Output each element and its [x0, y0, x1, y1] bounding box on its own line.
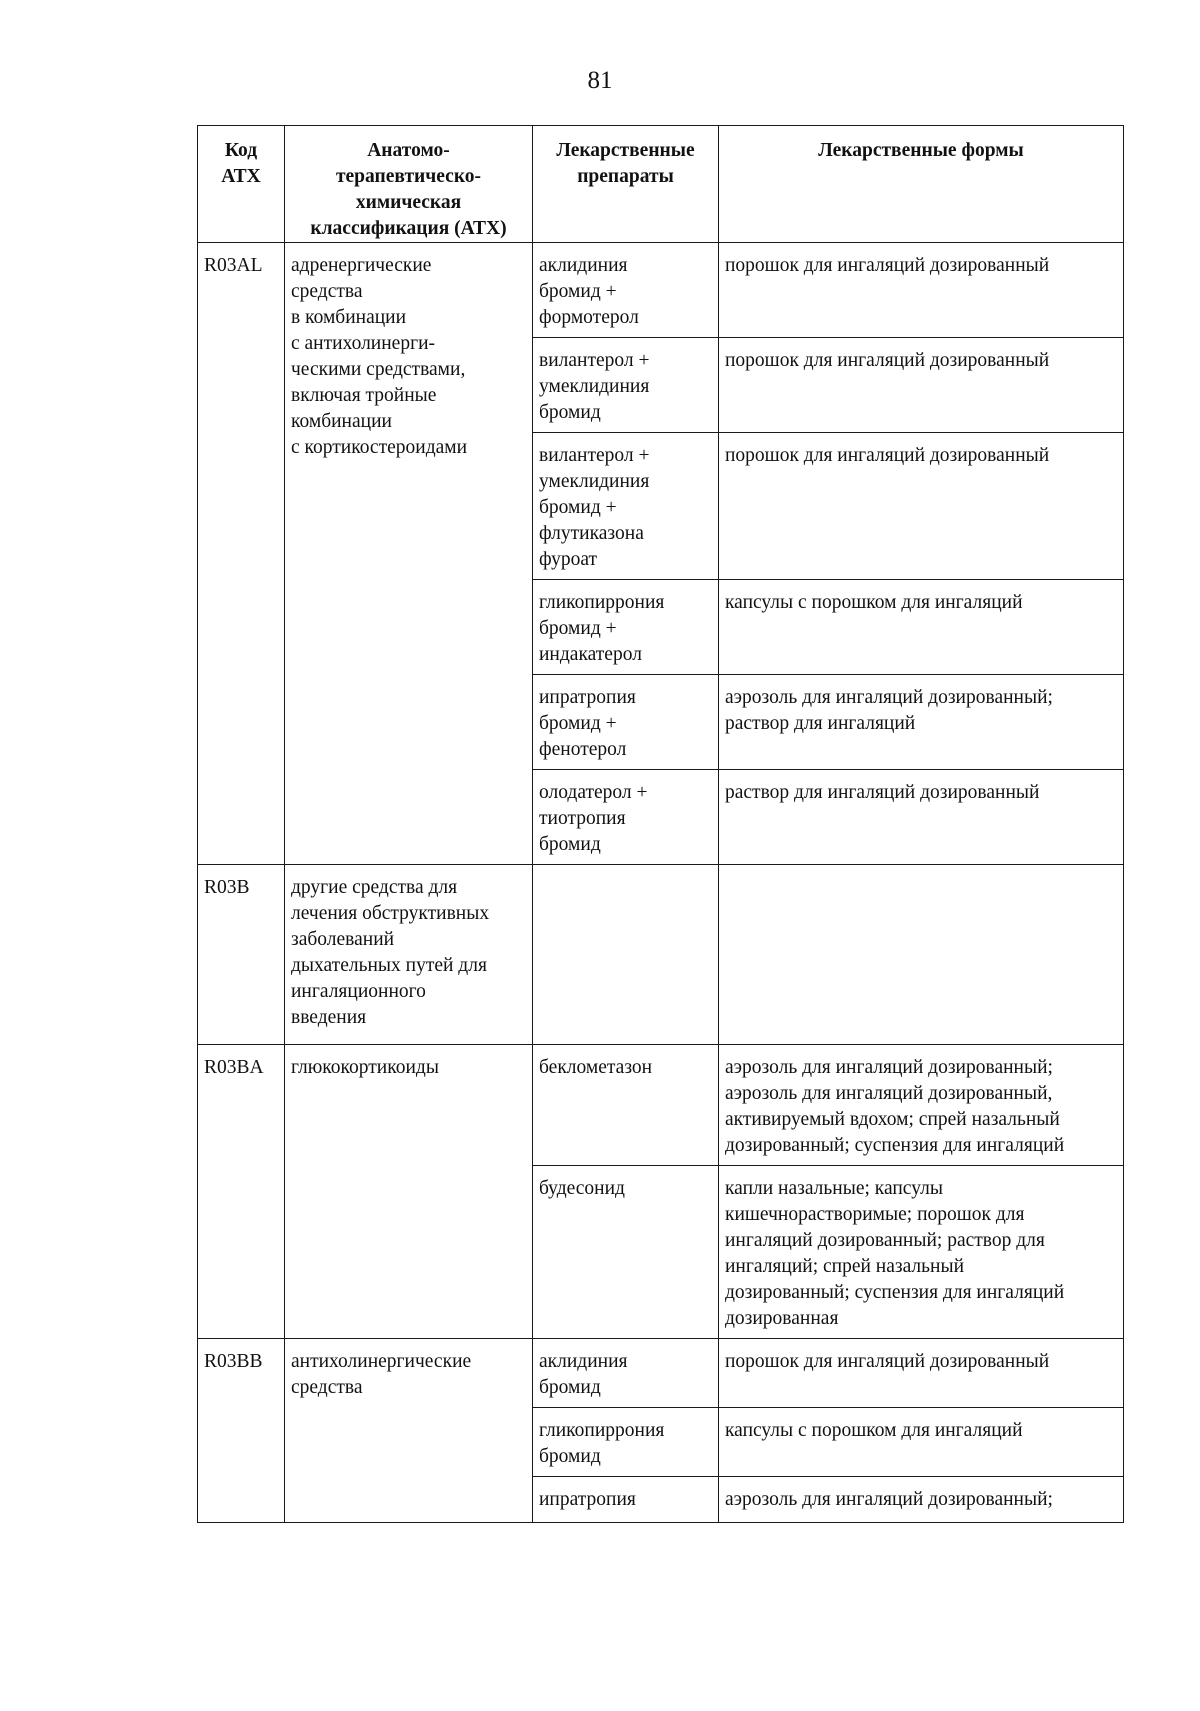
drug-name: аклидиния бромид [539, 1351, 628, 1398]
dosage-forms: капли назальные; капсулы кишечнорастворимые; порошок для ингаляций дозированный; раствор для ингаляций; спрей назальный дозированный; суспензия для ингаляций дозированная [725, 1178, 1065, 1329]
drug-name: будесонид [539, 1178, 625, 1199]
atx-group-cell [285, 1339, 533, 1523]
drug-cell [533, 675, 719, 770]
dosage-form-cell [719, 243, 1124, 338]
drug-name: гликопиррония бромид + индакатерол [539, 592, 665, 665]
table-header [198, 126, 1124, 243]
drug-name: гликопиррония бромид [539, 1420, 665, 1467]
drug-cell [533, 1408, 719, 1477]
dosage-form-cell [719, 1045, 1124, 1166]
dosage-form-cell [719, 580, 1124, 675]
drug-name: ипратропия бромид + фенотерол [539, 687, 636, 760]
drug-cell [533, 1477, 719, 1523]
dosage-form-cell [719, 1166, 1124, 1339]
drug-cell [533, 1166, 719, 1339]
drug-cell [533, 865, 719, 1045]
dosage-forms: порошок для ингаляций дозированный [725, 255, 1050, 276]
page-number: 81 [587, 67, 613, 94]
atx-code-cell [198, 865, 285, 1045]
table-row [198, 1045, 1124, 1166]
dosage-form-cell [719, 1477, 1124, 1523]
atx-group-name: глюкокортикоиды [291, 1057, 439, 1078]
atx-code-cell [198, 243, 285, 865]
drug-cell [533, 770, 719, 865]
drug-name: олодатерол + тиотропия бромид [539, 782, 648, 855]
atx-classification-table [197, 125, 1124, 1523]
atx-group-name: другие средства для лечения обструктивных заболеваний дыхательных путей для ингаляционного введения [291, 877, 490, 1028]
table-row [198, 243, 1124, 338]
drug-cell [533, 338, 719, 433]
header-atx-code: Код АТХ [198, 126, 285, 243]
atx-group-cell [285, 865, 533, 1045]
dosage-form-cell [719, 770, 1124, 865]
drug-cell [533, 433, 719, 580]
table-row [198, 1339, 1124, 1408]
drug-name: беклометазон [539, 1057, 653, 1078]
dosage-form-cell [719, 338, 1124, 433]
dosage-forms: аэрозоль для ингаляций дозированный; раствор для ингаляций [725, 687, 1053, 734]
dosage-forms: капсулы с порошком для ингаляций [725, 592, 1023, 613]
table-row [198, 865, 1124, 1045]
dosage-form-cell [719, 1408, 1124, 1477]
atx-group-cell [285, 243, 533, 865]
drug-cell [533, 243, 719, 338]
drug-cell [533, 1339, 719, 1408]
atx-group-name: адренергические средства в комбинации с антихолинерги- ческими средствами, включая тройные комбинации с кортикостероидами [291, 255, 468, 458]
atx-group-cell [285, 1045, 533, 1339]
dosage-forms: аэрозоль для ингаляций дозированный; [725, 1489, 1053, 1510]
atx-code: R03AL [204, 255, 263, 276]
atx-code: R03B [204, 877, 250, 898]
dosage-form-cell [719, 1339, 1124, 1408]
dosage-form-cell [719, 865, 1124, 1045]
header-row [198, 126, 1124, 243]
dosage-forms: порошок для ингаляций дозированный [725, 1351, 1050, 1372]
drug-cell [533, 1045, 719, 1166]
dosage-form-cell [719, 675, 1124, 770]
dosage-forms: капсулы с порошком для ингаляций [725, 1420, 1023, 1441]
atx-code: R03BB [204, 1351, 263, 1372]
header-atx-classification: Анатомо- терапевтическо- химическая классификация (АТХ) [285, 126, 533, 243]
dosage-forms: порошок для ингаляций дозированный [725, 350, 1050, 371]
atx-group-name: антихолинергические средства [291, 1351, 472, 1398]
drug-name: ипратропия [539, 1489, 636, 1510]
atx-code-cell [198, 1045, 285, 1339]
dosage-forms: аэрозоль для ингаляций дозированный; аэрозоль для ингаляций дозированный, активируемый вдохом; спрей назальный дозированный; суспензия для ингаляций [725, 1057, 1065, 1156]
header-dosage-forms: Лекарственные формы [719, 126, 1124, 243]
dosage-forms: раствор для ингаляций дозированный [725, 782, 1040, 803]
dosage-form-cell [719, 433, 1124, 580]
atx-code: R03BA [204, 1057, 264, 1078]
atx-code-cell [198, 1339, 285, 1523]
drug-name: вилантерол + умеклидиния бромид [539, 350, 650, 423]
drug-cell [533, 580, 719, 675]
dosage-forms: порошок для ингаляций дозированный [725, 445, 1050, 466]
header-drugs: Лекарственные препараты [533, 126, 719, 243]
drug-name: вилантерол + умеклидиния бромид + флутиказона фуроат [539, 445, 650, 570]
drug-name: аклидиния бромид + формотерол [539, 255, 639, 328]
table-body [198, 243, 1124, 1523]
